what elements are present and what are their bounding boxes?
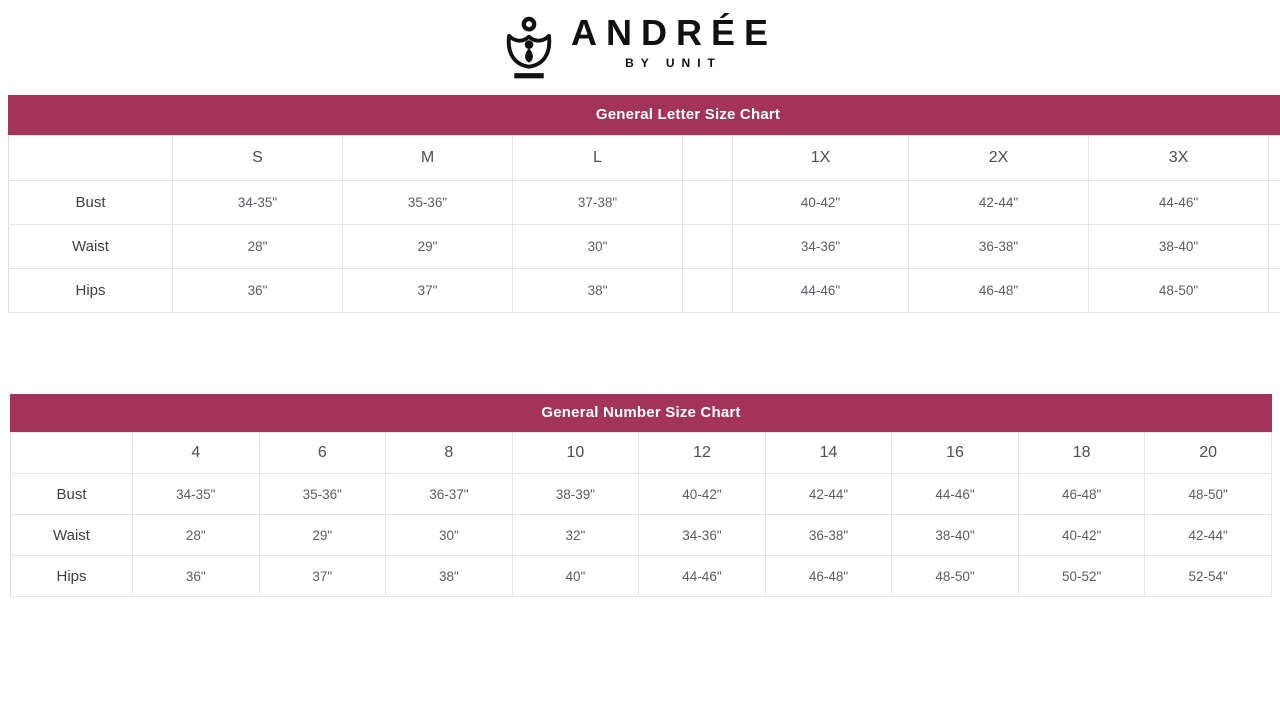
measurement-value: 42-44" [909, 181, 1089, 225]
brand-logo-text [565, 13, 777, 70]
measurement-row [9, 225, 1280, 269]
measurement-value [1269, 181, 1280, 225]
measurement-value: 40-42" [639, 474, 766, 515]
measurement-value: 36-38" [909, 225, 1089, 269]
measurement-value: 46-48" [765, 556, 892, 597]
letter-size-table [8, 135, 1280, 313]
size-header-cell: M [343, 136, 513, 181]
size-header-cell [11, 433, 133, 474]
measurement-value: 40" [512, 556, 639, 597]
measurement-value: 44-46" [1089, 181, 1269, 225]
size-header-cell: 2X [909, 136, 1089, 181]
number-size-chart [10, 394, 1272, 597]
measurement-value: 28" [173, 225, 343, 269]
measurement-label: Hips [9, 269, 173, 313]
measurement-value: 42-44" [765, 474, 892, 515]
measurement-value: 38" [386, 556, 513, 597]
measurement-value: 34-36" [733, 225, 909, 269]
measurement-label: Bust [9, 181, 173, 225]
measurement-value: 37" [259, 556, 386, 597]
measurement-row [11, 556, 1272, 597]
measurement-value: 44-46" [639, 556, 766, 597]
size-header-cell: 12 [639, 433, 766, 474]
measurement-label: Waist [9, 225, 173, 269]
measurement-value [1269, 225, 1280, 269]
measurement-row [9, 181, 1280, 225]
brand-logo [0, 0, 1280, 95]
measurement-value: 34-35" [133, 474, 260, 515]
letter-size-chart-title: General Letter Size Chart [8, 95, 1280, 135]
measurement-value: 34-36" [639, 515, 766, 556]
size-header-cell: 8 [386, 433, 513, 474]
size-header-cell: 4 [133, 433, 260, 474]
size-header-cell: 1X [733, 136, 909, 181]
size-header-cell: S [173, 136, 343, 181]
measurement-row [11, 515, 1272, 556]
measurement-value: 35-36" [343, 181, 513, 225]
measurement-value: 30" [386, 515, 513, 556]
measurement-value: 38-40" [1089, 225, 1269, 269]
measurement-value: 46-48" [1018, 474, 1145, 515]
measurement-value: 32" [512, 515, 639, 556]
measurement-value: 29" [259, 515, 386, 556]
size-header-cell [1269, 136, 1280, 181]
measurement-label: Waist [11, 515, 133, 556]
measurement-value: 38-39" [512, 474, 639, 515]
measurement-value: 40-42" [733, 181, 909, 225]
measurement-value: 30" [513, 225, 683, 269]
measurement-value: 37-38" [513, 181, 683, 225]
measurement-value: 38" [513, 269, 683, 313]
measurement-label: Bust [11, 474, 133, 515]
measurement-value: 44-46" [892, 474, 1019, 515]
measurement-value [683, 269, 733, 313]
brand-tagline: BY UNIT [625, 55, 722, 70]
tulip-flower-icon [503, 15, 555, 81]
measurement-value: 48-50" [1089, 269, 1269, 313]
measurement-row [11, 474, 1272, 515]
measurement-value [683, 181, 733, 225]
number-size-table [10, 432, 1272, 597]
measurement-value: 48-50" [1145, 474, 1272, 515]
brand-name: ANDRÉE [570, 12, 777, 53]
measurement-value: 48-50" [892, 556, 1019, 597]
measurement-value: 36-38" [765, 515, 892, 556]
size-header-cell: 16 [892, 433, 1019, 474]
size-header-cell: 20 [1145, 433, 1272, 474]
measurement-value: 35-36" [259, 474, 386, 515]
measurement-value: 50-52" [1018, 556, 1145, 597]
measurement-value [683, 225, 733, 269]
measurement-value: 29" [343, 225, 513, 269]
measurement-value: 36-37" [386, 474, 513, 515]
measurement-value: 37" [343, 269, 513, 313]
size-header-cell: 3X [1089, 136, 1269, 181]
measurement-value: 40-42" [1018, 515, 1145, 556]
measurement-value: 36" [133, 556, 260, 597]
size-header-row [11, 433, 1272, 474]
measurement-value: 42-44" [1145, 515, 1272, 556]
letter-size-chart [8, 95, 1280, 313]
measurement-value: 28" [133, 515, 260, 556]
measurement-row [9, 269, 1280, 313]
measurement-label: Hips [11, 556, 133, 597]
size-header-cell: 6 [259, 433, 386, 474]
number-size-chart-title: General Number Size Chart [10, 394, 1272, 432]
size-header-cell: L [513, 136, 683, 181]
measurement-value: 38-40" [892, 515, 1019, 556]
measurement-value: 34-35" [173, 181, 343, 225]
size-header-cell [683, 136, 733, 181]
size-header-cell: 10 [512, 433, 639, 474]
size-header-row [9, 136, 1280, 181]
measurement-value: 36" [173, 269, 343, 313]
size-header-cell [9, 136, 173, 181]
measurement-value: 52-54" [1145, 556, 1272, 597]
size-header-cell: 14 [765, 433, 892, 474]
measurement-value: 44-46" [733, 269, 909, 313]
measurement-value [1269, 269, 1280, 313]
size-header-cell: 18 [1018, 433, 1145, 474]
measurement-value: 46-48" [909, 269, 1089, 313]
